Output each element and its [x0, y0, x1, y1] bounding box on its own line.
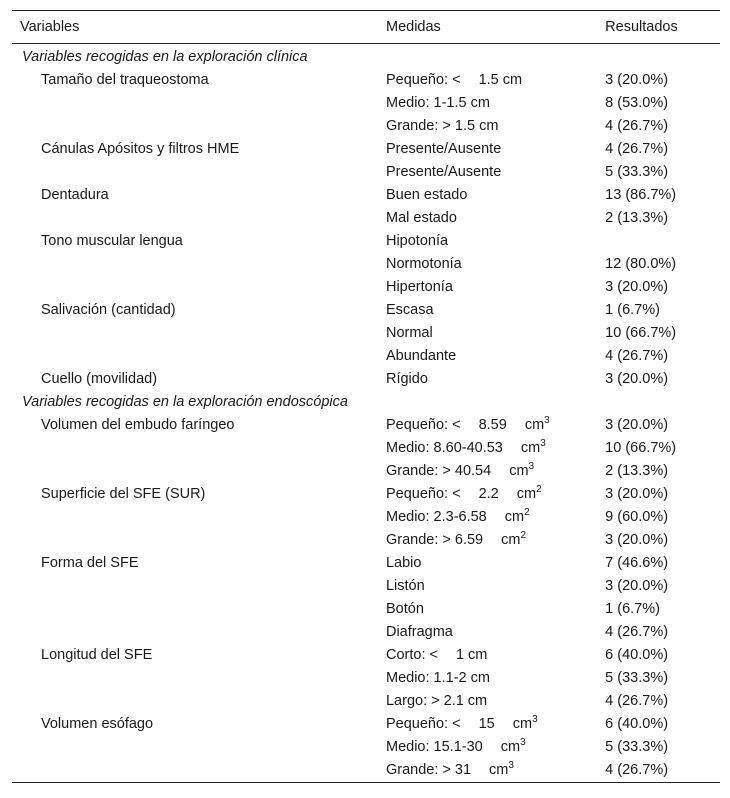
table-row — [12, 253, 720, 276]
cell-medida — [386, 207, 605, 230]
cell-resultado: 5 (33.3%) — [605, 164, 669, 180]
cell-medida — [386, 483, 605, 506]
cell-resultado: 2 (13.3%) — [605, 463, 669, 479]
cell-medida — [386, 667, 605, 690]
cell-resultado: 4 (26.7%) — [605, 348, 669, 364]
table-row — [12, 414, 720, 437]
table-row — [12, 460, 720, 483]
cell-resultado: 8 (53.0%) — [605, 95, 669, 111]
medida-exponent: 3 — [532, 714, 538, 725]
table-row — [12, 483, 720, 506]
medida-text: Grande: > 40.54 — [385, 463, 492, 479]
medida-exponent: 3 — [520, 737, 526, 748]
table-row — [12, 667, 720, 690]
cell-resultado: 3 (20.0%) — [605, 417, 669, 433]
table-row — [12, 230, 720, 253]
cell-variable — [12, 115, 386, 138]
cell-medida — [386, 253, 605, 276]
table-body — [12, 44, 720, 783]
header-variables: Variables — [12, 11, 386, 44]
medida-text: Diafragma — [385, 624, 453, 640]
cell-resultado: 3 (20.0%) — [605, 72, 669, 88]
cell-medida — [386, 345, 605, 368]
table-header — [12, 11, 720, 44]
cell-variable — [12, 759, 386, 783]
medida-text: Pequeño: < — [385, 72, 461, 88]
cell-medida — [386, 230, 605, 253]
table-row — [12, 529, 720, 552]
cell-variable: Tamaño del traqueostoma — [41, 72, 209, 88]
cell-medida — [386, 690, 605, 713]
cell-variable — [12, 575, 386, 598]
cell-resultado: 1 (6.7%) — [605, 302, 660, 318]
cell-medida — [386, 460, 605, 483]
cell-medida — [386, 759, 605, 783]
header-row — [12, 11, 720, 44]
medida-exponent: 3 — [544, 415, 550, 426]
table-row — [12, 736, 720, 759]
table-row — [12, 368, 720, 391]
medida-text: Medio: 15.1-30 — [385, 739, 483, 755]
section-title: Variables recogidas en la exploración endoscópica — [22, 394, 348, 410]
table-row — [12, 506, 720, 529]
cell-variable — [12, 322, 386, 345]
medida-value: 15 — [478, 716, 495, 732]
cell-variable — [12, 437, 386, 460]
cell-resultado: 3 (20.0%) — [605, 578, 669, 594]
cell-variable — [12, 92, 386, 115]
cell-medida — [386, 736, 605, 759]
medida-unit: cm — [512, 716, 533, 732]
medida-text: Escasa — [385, 302, 434, 318]
table-row — [12, 552, 720, 575]
cell-medida — [386, 713, 605, 736]
header-medidas: Medidas — [386, 11, 605, 44]
cell-resultado: 3 (20.0%) — [605, 371, 669, 387]
cell-variable: Volumen del embudo faríngeo — [41, 417, 235, 433]
cell-medida — [386, 552, 605, 575]
medida-text: Pequeño: < — [385, 486, 461, 502]
table-row — [12, 690, 720, 713]
cell-resultado: 1 (6.7%) — [605, 601, 660, 617]
medida-text: Hipotonía — [385, 233, 449, 249]
header-resultados: Resultados — [605, 11, 720, 44]
cell-resultado: 5 (33.3%) — [605, 739, 669, 755]
results-table-container — [12, 10, 720, 783]
cell-resultado: 12 (80.0%) — [605, 256, 677, 272]
medida-unit: cm — [520, 440, 541, 456]
cell-resultado: 7 (46.6%) — [605, 555, 669, 571]
table-row — [12, 161, 720, 184]
cell-resultado: 4 (26.7%) — [605, 624, 669, 640]
cell-variable — [12, 736, 386, 759]
cell-variable — [12, 529, 386, 552]
cell-variable: Forma del SFE — [41, 555, 139, 571]
medida-text: Medio: 1.1-2 cm — [385, 670, 490, 686]
cell-resultado: 4 (26.7%) — [605, 118, 669, 134]
results-table — [12, 10, 720, 783]
medida-unit: cm — [509, 463, 529, 479]
cell-medida — [386, 276, 605, 299]
cell-medida — [386, 621, 605, 644]
cell-resultado: 3 (20.0%) — [605, 486, 669, 502]
medida-text: Listón — [385, 578, 425, 594]
medida-unit: cm — [500, 739, 521, 755]
medida-unit: cm — [524, 417, 545, 433]
cell-medida — [386, 138, 605, 161]
table-row — [12, 345, 720, 368]
medida-text: Pequeño: < — [385, 417, 461, 433]
cell-resultado: 10 (66.7%) — [605, 440, 677, 456]
cell-medida — [386, 322, 605, 345]
cell-resultado: 6 (40.0%) — [605, 647, 669, 663]
table-row — [12, 207, 720, 230]
medida-exponent: 3 — [528, 461, 535, 472]
cell-variable — [12, 276, 386, 299]
table-row — [12, 299, 720, 322]
cell-medida — [386, 368, 605, 391]
table-row — [12, 644, 720, 667]
cell-resultado: 10 (66.7%) — [605, 325, 677, 341]
cell-variable: Cuello (movilidad) — [41, 371, 158, 387]
medida-value: 1 cm — [455, 647, 488, 663]
cell-resultado: 9 (60.0%) — [605, 509, 669, 525]
cell-medida — [386, 644, 605, 667]
cell-variable — [12, 253, 386, 276]
table-row — [12, 621, 720, 644]
cell-variable: Tono muscular lengua — [41, 233, 183, 249]
medida-text: Largo: > 2.1 cm — [385, 693, 488, 709]
medida-unit: cm — [501, 532, 521, 548]
cell-resultado: 5 (33.3%) — [605, 670, 669, 686]
cell-resultado: 3 (20.0%) — [605, 532, 669, 548]
medida-unit: cm — [489, 762, 509, 778]
cell-medida — [386, 506, 605, 529]
cell-resultado: 4 (26.7%) — [605, 141, 669, 157]
table-row — [12, 92, 720, 115]
cell-variable — [12, 598, 386, 621]
medida-value: 1.5 cm — [478, 72, 523, 88]
cell-variable — [12, 506, 386, 529]
cell-resultado: 4 (26.7%) — [605, 759, 720, 783]
section-row — [12, 44, 720, 70]
table-row — [12, 575, 720, 598]
cell-medida — [386, 69, 605, 92]
cell-variable: Superficie del SFE (SUR) — [41, 486, 206, 502]
cell-medida — [386, 414, 605, 437]
table-row — [12, 276, 720, 299]
medida-text: Normotonía — [385, 256, 462, 272]
cell-medida — [386, 161, 605, 184]
medida-text: Medio: 1-1.5 cm — [385, 95, 490, 111]
table-row — [12, 138, 720, 161]
table-row — [12, 115, 720, 138]
cell-medida — [386, 299, 605, 322]
cell-medida — [386, 437, 605, 460]
medida-text: Abundante — [385, 348, 457, 364]
medida-exponent: 2 — [520, 530, 527, 541]
medida-text: Medio: 8.60-40.53 — [385, 440, 503, 456]
cell-medida — [386, 529, 605, 552]
cell-medida — [386, 115, 605, 138]
medida-text: Hipertonía — [385, 279, 453, 295]
medida-text: Presente/Ausente — [385, 164, 502, 180]
cell-resultado — [605, 230, 720, 253]
cell-variable: Volumen esófago — [41, 716, 154, 732]
table-row — [12, 69, 720, 92]
medida-exponent: 3 — [508, 760, 514, 771]
cell-resultado: 6 (40.0%) — [605, 716, 669, 732]
cell-variable — [12, 161, 386, 184]
medida-text: Presente/Ausente — [385, 141, 502, 157]
medida-text: Buen estado — [385, 187, 468, 203]
cell-variable — [12, 690, 386, 713]
medida-text: Grande: > 31 — [385, 762, 472, 778]
medida-text: Mal estado — [385, 210, 457, 226]
cell-variable: Salivación (cantidad) — [41, 302, 176, 318]
medida-text: Botón — [385, 601, 424, 617]
medida-text: Pequeño: < — [385, 716, 461, 732]
cell-resultado: 13 (86.7%) — [605, 187, 677, 203]
medida-text: Corto: < — [385, 647, 438, 663]
section-row — [12, 391, 720, 414]
medida-unit: cm — [504, 509, 525, 525]
medida-text: Rígido — [385, 371, 428, 387]
section-title: Variables recogidas en la exploración clínica — [22, 49, 308, 65]
cell-variable: Longitud del SFE — [41, 647, 153, 663]
table-row — [12, 759, 720, 783]
cell-resultado: 2 (13.3%) — [605, 210, 669, 226]
cell-resultado: 4 (26.7%) — [605, 693, 669, 709]
cell-medida — [386, 184, 605, 207]
cell-medida — [386, 92, 605, 115]
medida-value: 8.59 — [478, 417, 507, 433]
table-row — [12, 322, 720, 345]
table-row — [12, 184, 720, 207]
cell-resultado: 3 (20.0%) — [605, 279, 669, 295]
cell-medida — [386, 575, 605, 598]
table-row — [12, 598, 720, 621]
cell-variable — [12, 460, 386, 483]
medida-text: Grande: > 6.59 — [385, 532, 484, 548]
medida-exponent: 2 — [524, 507, 530, 518]
medida-text: Normal — [385, 325, 433, 341]
cell-variable — [12, 345, 386, 368]
medida-text: Labio — [385, 555, 422, 571]
table-row — [12, 437, 720, 460]
cell-medida — [386, 598, 605, 621]
table-row — [12, 713, 720, 736]
cell-variable: Dentadura — [41, 187, 109, 203]
medida-exponent: 2 — [536, 484, 542, 495]
medida-unit: cm — [516, 486, 537, 502]
medida-text: Medio: 2.3-6.58 — [385, 509, 487, 525]
medida-value: 2.2 — [478, 486, 499, 502]
medida-text: Grande: > 1.5 cm — [385, 118, 499, 134]
cell-variable — [12, 667, 386, 690]
cell-variable: Cánulas Apósitos y filtros HME — [41, 141, 240, 157]
cell-variable — [12, 207, 386, 230]
medida-exponent: 3 — [540, 438, 546, 449]
cell-variable — [12, 621, 386, 644]
